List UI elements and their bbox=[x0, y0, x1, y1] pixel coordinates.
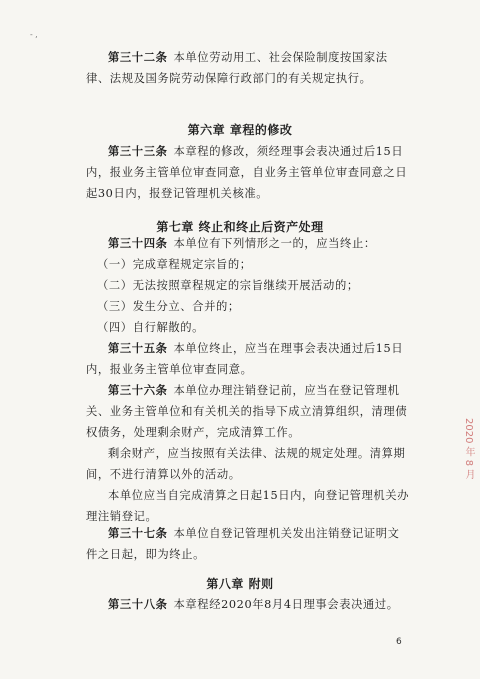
article-36-para-2: 剩余财产，应当按照有关法律、法规的规定处理。清算期间，不进行清算以外的活动。 bbox=[86, 447, 406, 481]
article-33-text: 本章程的修改，须经理事会表决通过后15日内，报业务主管单位审查同意，自业务主管单位审查同意之日起30日内，报登记管理机关核准。 bbox=[86, 145, 408, 200]
article-36-para-3: 本单位应当自完成清算之日起15日内，向登记管理机关办理注销登记。 bbox=[86, 489, 410, 523]
article-34-item-3: （三）发生分立、合并的； bbox=[97, 300, 240, 313]
chapter-8-heading: 第八章 附则 bbox=[206, 577, 274, 591]
article-38 bbox=[86, 594, 410, 615]
article-34-item-1: （一）完成章程规定宗旨的； bbox=[97, 258, 252, 271]
article-35-title: 第三十五条 bbox=[108, 341, 168, 355]
article-37-text: 本单位自登记管理机关发出注销登记证明文件之日起，即为终止。 bbox=[86, 527, 400, 561]
side-stamp: 2020 年 8 月 bbox=[463, 418, 474, 480]
page-number: 6 bbox=[396, 637, 402, 647]
article-33-title: 第三十三条 bbox=[108, 144, 168, 158]
chapter-6-heading: 第六章 章程的修改 bbox=[187, 123, 293, 137]
article-32-title: 第三十二条 bbox=[108, 50, 168, 64]
article-35 bbox=[86, 338, 410, 380]
article-37 bbox=[86, 523, 410, 565]
corner-mark: - , bbox=[30, 30, 38, 39]
article-32 bbox=[86, 47, 410, 89]
article-33 bbox=[86, 141, 410, 204]
article-36-text: 本单位办理注销登记前，应当在登记管理机关、业务主管单位和有关机关的指导下成立清算组织，清理债权债务，处理剩余财产，完成清算工作。 bbox=[86, 384, 408, 439]
article-36 bbox=[86, 380, 410, 443]
article-38-text: 本章程经2020年8月4日理事会表决通过。 bbox=[173, 598, 399, 611]
article-38-title: 第三十八条 bbox=[108, 597, 168, 611]
article-37-title: 第三十七条 bbox=[108, 526, 168, 540]
article-34 bbox=[86, 233, 410, 254]
article-34-title: 第三十四条 bbox=[108, 236, 168, 250]
chapter-7-heading: 第七章 终止和终止后资产处理 bbox=[156, 220, 324, 234]
article-34-item-4: （四）自行解散的。 bbox=[97, 321, 205, 334]
article-34-item-2: （二）无法按照章程规定的宗旨继续开展活动的； bbox=[97, 279, 359, 292]
article-36-title: 第三十六条 bbox=[108, 383, 168, 397]
article-34-text: 本单位有下列情形之一的，应当终止： bbox=[173, 237, 376, 250]
article-32-text: 本单位劳动用工、社会保险制度按国家法律、法规及国务院劳动保障行政部门的有关规定执行。 bbox=[86, 51, 388, 85]
article-35-text: 本单位终止，应当在理事会表决通过后15日内，报业务主管单位审查同意。 bbox=[86, 342, 404, 376]
